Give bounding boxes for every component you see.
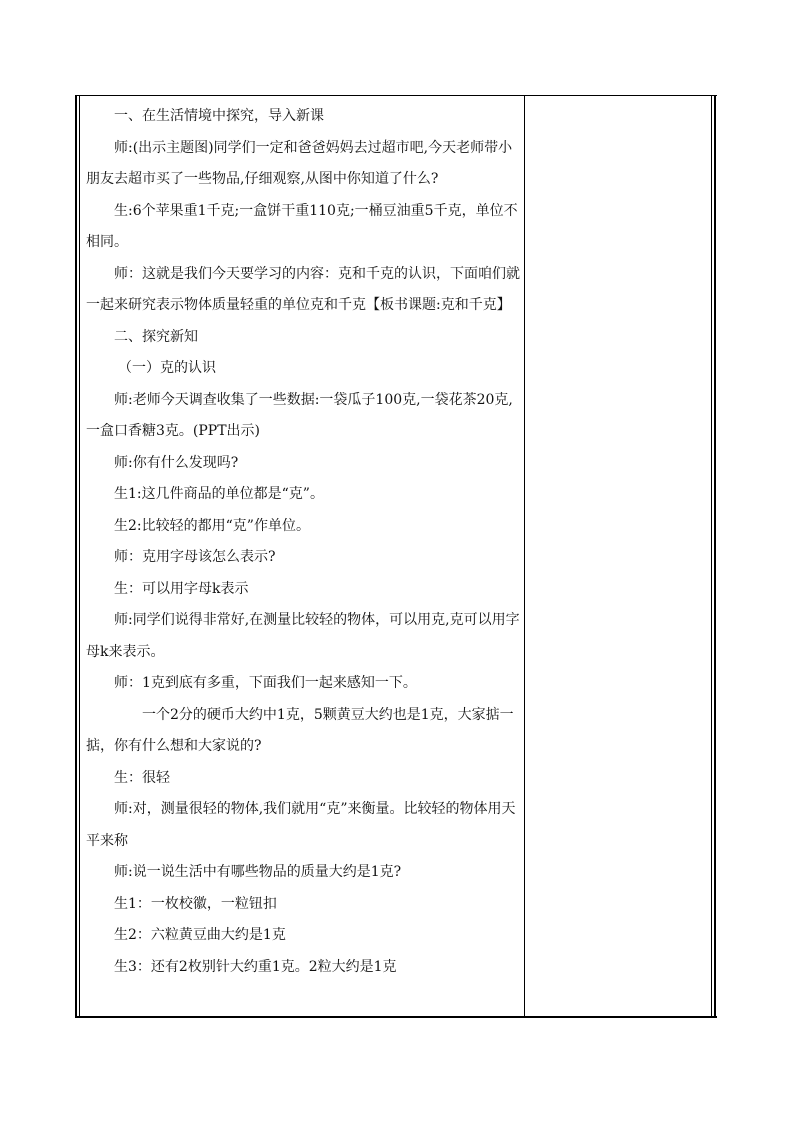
- paragraph: 生:6个苹果重1千克;一盒饼干重110克;一桶豆油重5千克，单位不相同。: [86, 202, 518, 250]
- table-border-right: [714, 95, 716, 1018]
- paragraph: 生1：一枚校徽，一粒钮扣: [114, 895, 277, 912]
- paragraph: 生：可以用字母k表示: [114, 580, 249, 597]
- paragraph: 师:说一说生活中有哪些物品的质量大约是1克?: [114, 864, 402, 880]
- paragraph: 生1:这几件商品的单位都是“克”。: [114, 486, 324, 502]
- paragraph: 师：1克到底有多重，下面我们一起来感知一下。: [114, 675, 417, 691]
- paragraph: 一个2分的硬币大约中1克，5颗黄豆大约也是1克，大家掂一掂，你有什么想和大家说的?: [86, 706, 514, 754]
- subsection-heading: （一）克的认识: [118, 360, 216, 376]
- section-heading-1: 一、在生活情境中探究，导入新课: [114, 108, 324, 124]
- paragraph: 生：很轻: [114, 769, 170, 786]
- paragraph: 师:同学们说得非常好,在测量比较轻的物体，可以用克,克可以用字母k来表示。: [86, 612, 520, 660]
- paragraph: 师:对，测量很轻的物体,我们就用“克”来衡量。比较轻的物体用天平来称: [86, 801, 516, 849]
- table-border-left-inner: [79, 95, 80, 1018]
- paragraph: 师：克用字母该怎么表示?: [114, 549, 276, 565]
- paragraph: 生2：六粒黄豆曲大约是1克: [114, 927, 286, 943]
- paragraph: 生2:比较轻的都用“克”作单位。: [114, 517, 310, 534]
- paragraph: 师：这就是我们今天要学习的内容：克和千克的认识，下面咱们就一起来研究表示物体质量轻重的单位克和千克【板书课题:克和千克】: [86, 265, 520, 313]
- lesson-content-cell: [86, 101, 520, 983]
- table-border-left: [75, 95, 77, 1018]
- table-border-top: [75, 95, 717, 96]
- paragraph: 师:老师今天调查收集了一些数据:一袋瓜子100克,一袋花茶20克,一盒口香糖3克。(PPT出示): [86, 391, 513, 439]
- table-column-divider: [524, 95, 525, 1018]
- paragraph: 师:你有什么发现吗?: [114, 454, 239, 471]
- table-border-bottom: [75, 1016, 717, 1018]
- paragraph: 师:(出示主题图)同学们一定和爸爸妈妈去过超市吧,今天老师带小朋友去超市买了一些物品,仔细观察,从图中你知道了什么?: [86, 139, 513, 187]
- section-heading-2: 二、探究新知: [114, 328, 198, 345]
- paragraph: 生3：还有2枚别针大约重1克。2粒大约是1克: [114, 958, 397, 975]
- table-border-right-inner: [711, 95, 712, 1018]
